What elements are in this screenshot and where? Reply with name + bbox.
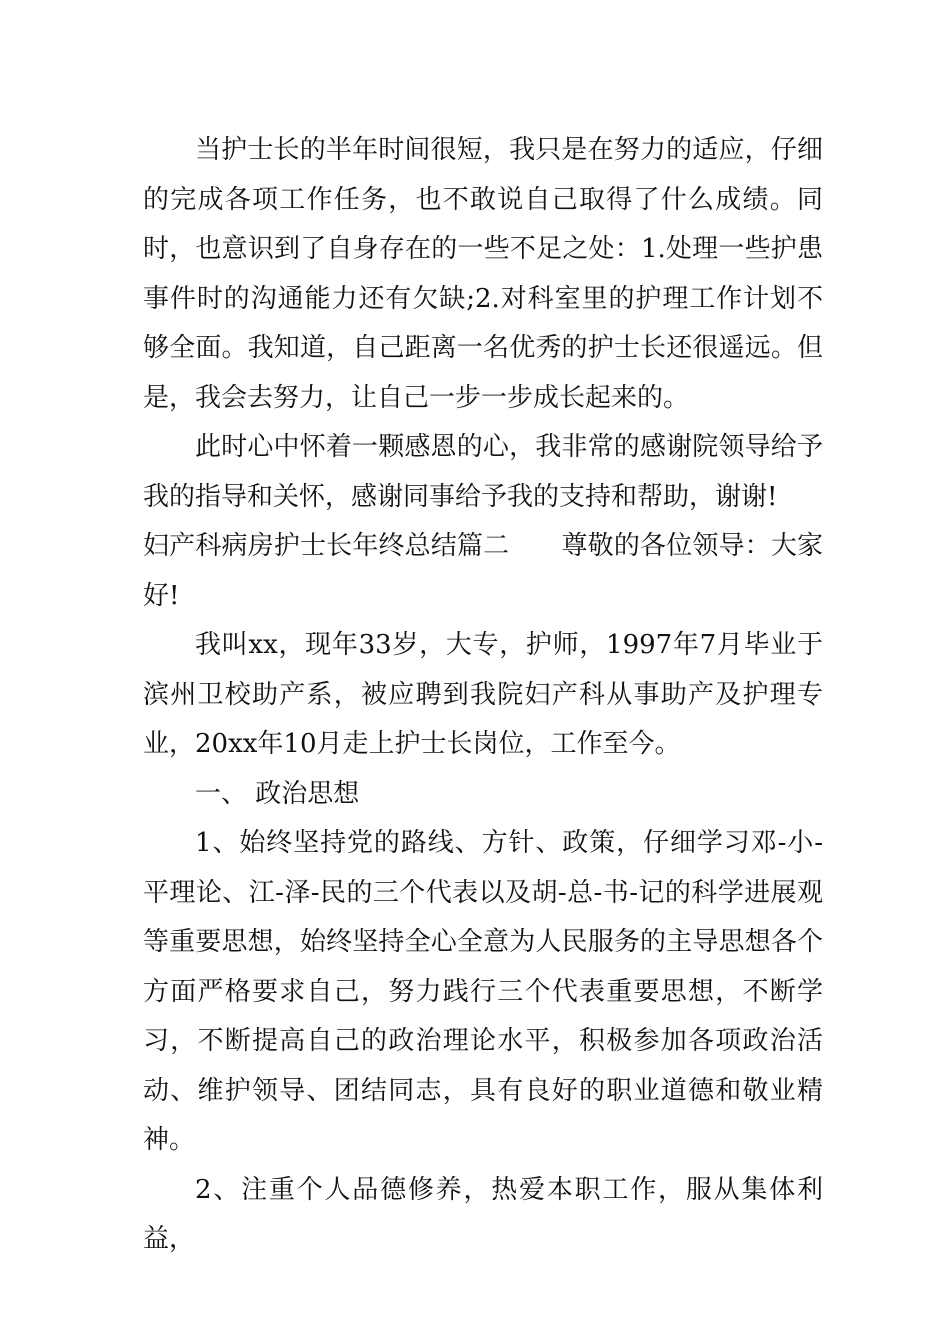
paragraph-item-2: 2、注重个人品德修养，热爱本职工作，服从集体利益， xyxy=(143,1174,823,1254)
section-heading: 一、 政治思想 xyxy=(195,778,360,809)
heading-line xyxy=(143,522,823,621)
document-body xyxy=(143,126,823,1265)
paragraph-summary: 当护士长的半年时间很短，我只是在努力的适应，仔细的完成各项工作任务，也不敢说自己取得了什么成绩。同时，也意识到了自身存在的一些不足之处：1.处理一些护患事件时的沟通能力还有欠缺;2.对科室里的护理工作计划不够全面。我知道，自己距离一名优秀的护士长还很遥远。但是，我会去努力，让自己一步一步成长起来的。 xyxy=(143,135,823,413)
paragraph-introduction: 我叫xx，现年33岁，大专，护师，1997年7月毕业于滨州卫校助产系，被应聘到我院妇产科从事助产及护理专业，20xx年10月走上护士长岗位，工作至今。 xyxy=(143,630,823,759)
greeting: 尊敬的各位领导：大家好! xyxy=(143,531,823,611)
paragraph-item-1: 1、始终坚持党的路线、方针、政策，仔细学习邓-小-平理论、江-泽-民的三个代表以及胡-总-书-记的科学进展观等重要思想，始终坚持全心全意为人民服务的主导思想各个方面严格要求自己，努力践行三个代表重要思想，不断学习，不断提高自己的政治理论水平，积极参加各项政治活动、维护领导、团结同志，具有良好的职业道德和敬业精神。 xyxy=(143,828,823,1155)
paragraph-gratitude: 此时心中怀着一颗感恩的心，我非常的感谢院领导给予我的指导和关怀，感谢同事给予我的支持和帮助，谢谢! xyxy=(143,432,823,512)
article-title: 妇产科病房护士长年终总结篇二 xyxy=(143,531,510,561)
